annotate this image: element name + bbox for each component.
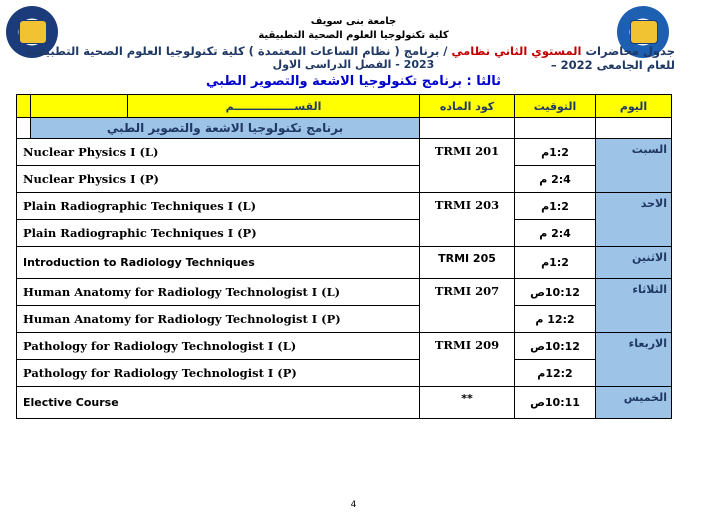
day-cell: الاحد <box>596 193 672 247</box>
table-row <box>17 387 672 419</box>
course-name: Plain Radiographic Techniques I (L) <box>17 193 420 220</box>
header-code: كود الماده <box>420 95 515 118</box>
band-blank <box>596 118 672 139</box>
band-blank <box>17 118 31 139</box>
course-code: TRMI 207 <box>420 279 515 333</box>
schedule-title: جدول محاضرات المستوي الثاني نظامي / برنامج ( نظام الساعات المعتمدة ) كلية تكنولوجيا العلوم الصحية التطبيقية للعام الجامعى 2022 – <box>25 44 675 72</box>
course-name: Human Anatomy for Radiology Technologist I (L) <box>17 279 420 306</box>
session-time: 12:2م <box>515 360 596 387</box>
course-name: Nuclear Physics I (P) <box>17 166 420 193</box>
session-time: 2:4 م <box>515 166 596 193</box>
day-cell: الثلاثاء <box>596 279 672 333</box>
table-row <box>17 193 672 220</box>
course-code: TRMI 203 <box>420 193 515 247</box>
table-row <box>17 139 672 166</box>
session-time: 10:12ص <box>515 279 596 306</box>
course-name: Pathology for Radiology Technologist I (P) <box>17 360 420 387</box>
day-cell: السبت <box>596 139 672 193</box>
session-time: 12:2 م <box>515 306 596 333</box>
faculty-name: كلية تكنولوجيا العلوم الصحية التطبيقية <box>258 30 449 41</box>
course-name: Elective Course <box>17 387 420 419</box>
session-time: 1:2م <box>515 139 596 166</box>
course-name: Plain Radiographic Techniques I (P) <box>17 220 420 247</box>
day-cell: الاثنين <box>596 247 672 279</box>
course-code: TRMI 205 <box>420 247 515 279</box>
program-band-row <box>17 118 672 139</box>
course-name: Introduction to Radiology Techniques <box>17 247 420 279</box>
table-row <box>17 360 672 387</box>
band-blank <box>420 118 515 139</box>
session-time: 1:2م <box>515 247 596 279</box>
course-code: ** <box>420 387 515 419</box>
header-day: اليوم <box>596 95 672 118</box>
table-row <box>17 166 672 193</box>
session-time: 2:4 م <box>515 220 596 247</box>
page-number: 4 <box>350 500 357 510</box>
session-time: 10:12ص <box>515 333 596 360</box>
program-heading: ثالثا : برنامج تكنولوجيا الاشعة والتصوير الطبي <box>205 74 502 89</box>
table-row <box>17 279 672 306</box>
table-row <box>17 220 672 247</box>
course-name: Pathology for Radiology Technologist I (L) <box>17 333 420 360</box>
university-name: جامعة بنى سويف <box>310 16 397 27</box>
table-row <box>17 333 672 360</box>
course-name: Human Anatomy for Radiology Technologist I (P) <box>17 306 420 333</box>
program-band: برنامج تكنولوجيا الاشعة والتصوير الطبي <box>31 118 420 139</box>
schedule-subtitle: 2023 - الفصل الدراسى الاول <box>272 58 435 71</box>
table-row <box>17 306 672 333</box>
course-name: Nuclear Physics I (L) <box>17 139 420 166</box>
day-cell: الخميس <box>596 387 672 419</box>
header-blank <box>31 95 128 118</box>
band-blank <box>515 118 596 139</box>
header-course: القســــــــــــــــم <box>128 95 420 118</box>
session-time: 1:2م <box>515 193 596 220</box>
day-cell: الاربعاء <box>596 333 672 387</box>
header-blank <box>17 95 31 118</box>
course-code: TRMI 201 <box>420 139 515 193</box>
table-header-row <box>17 95 672 118</box>
session-time: 10:11ص <box>515 387 596 419</box>
table-row <box>17 247 672 279</box>
header-time: التوقيت <box>515 95 596 118</box>
schedule-table <box>16 94 672 419</box>
course-code: TRMI 209 <box>420 333 515 387</box>
